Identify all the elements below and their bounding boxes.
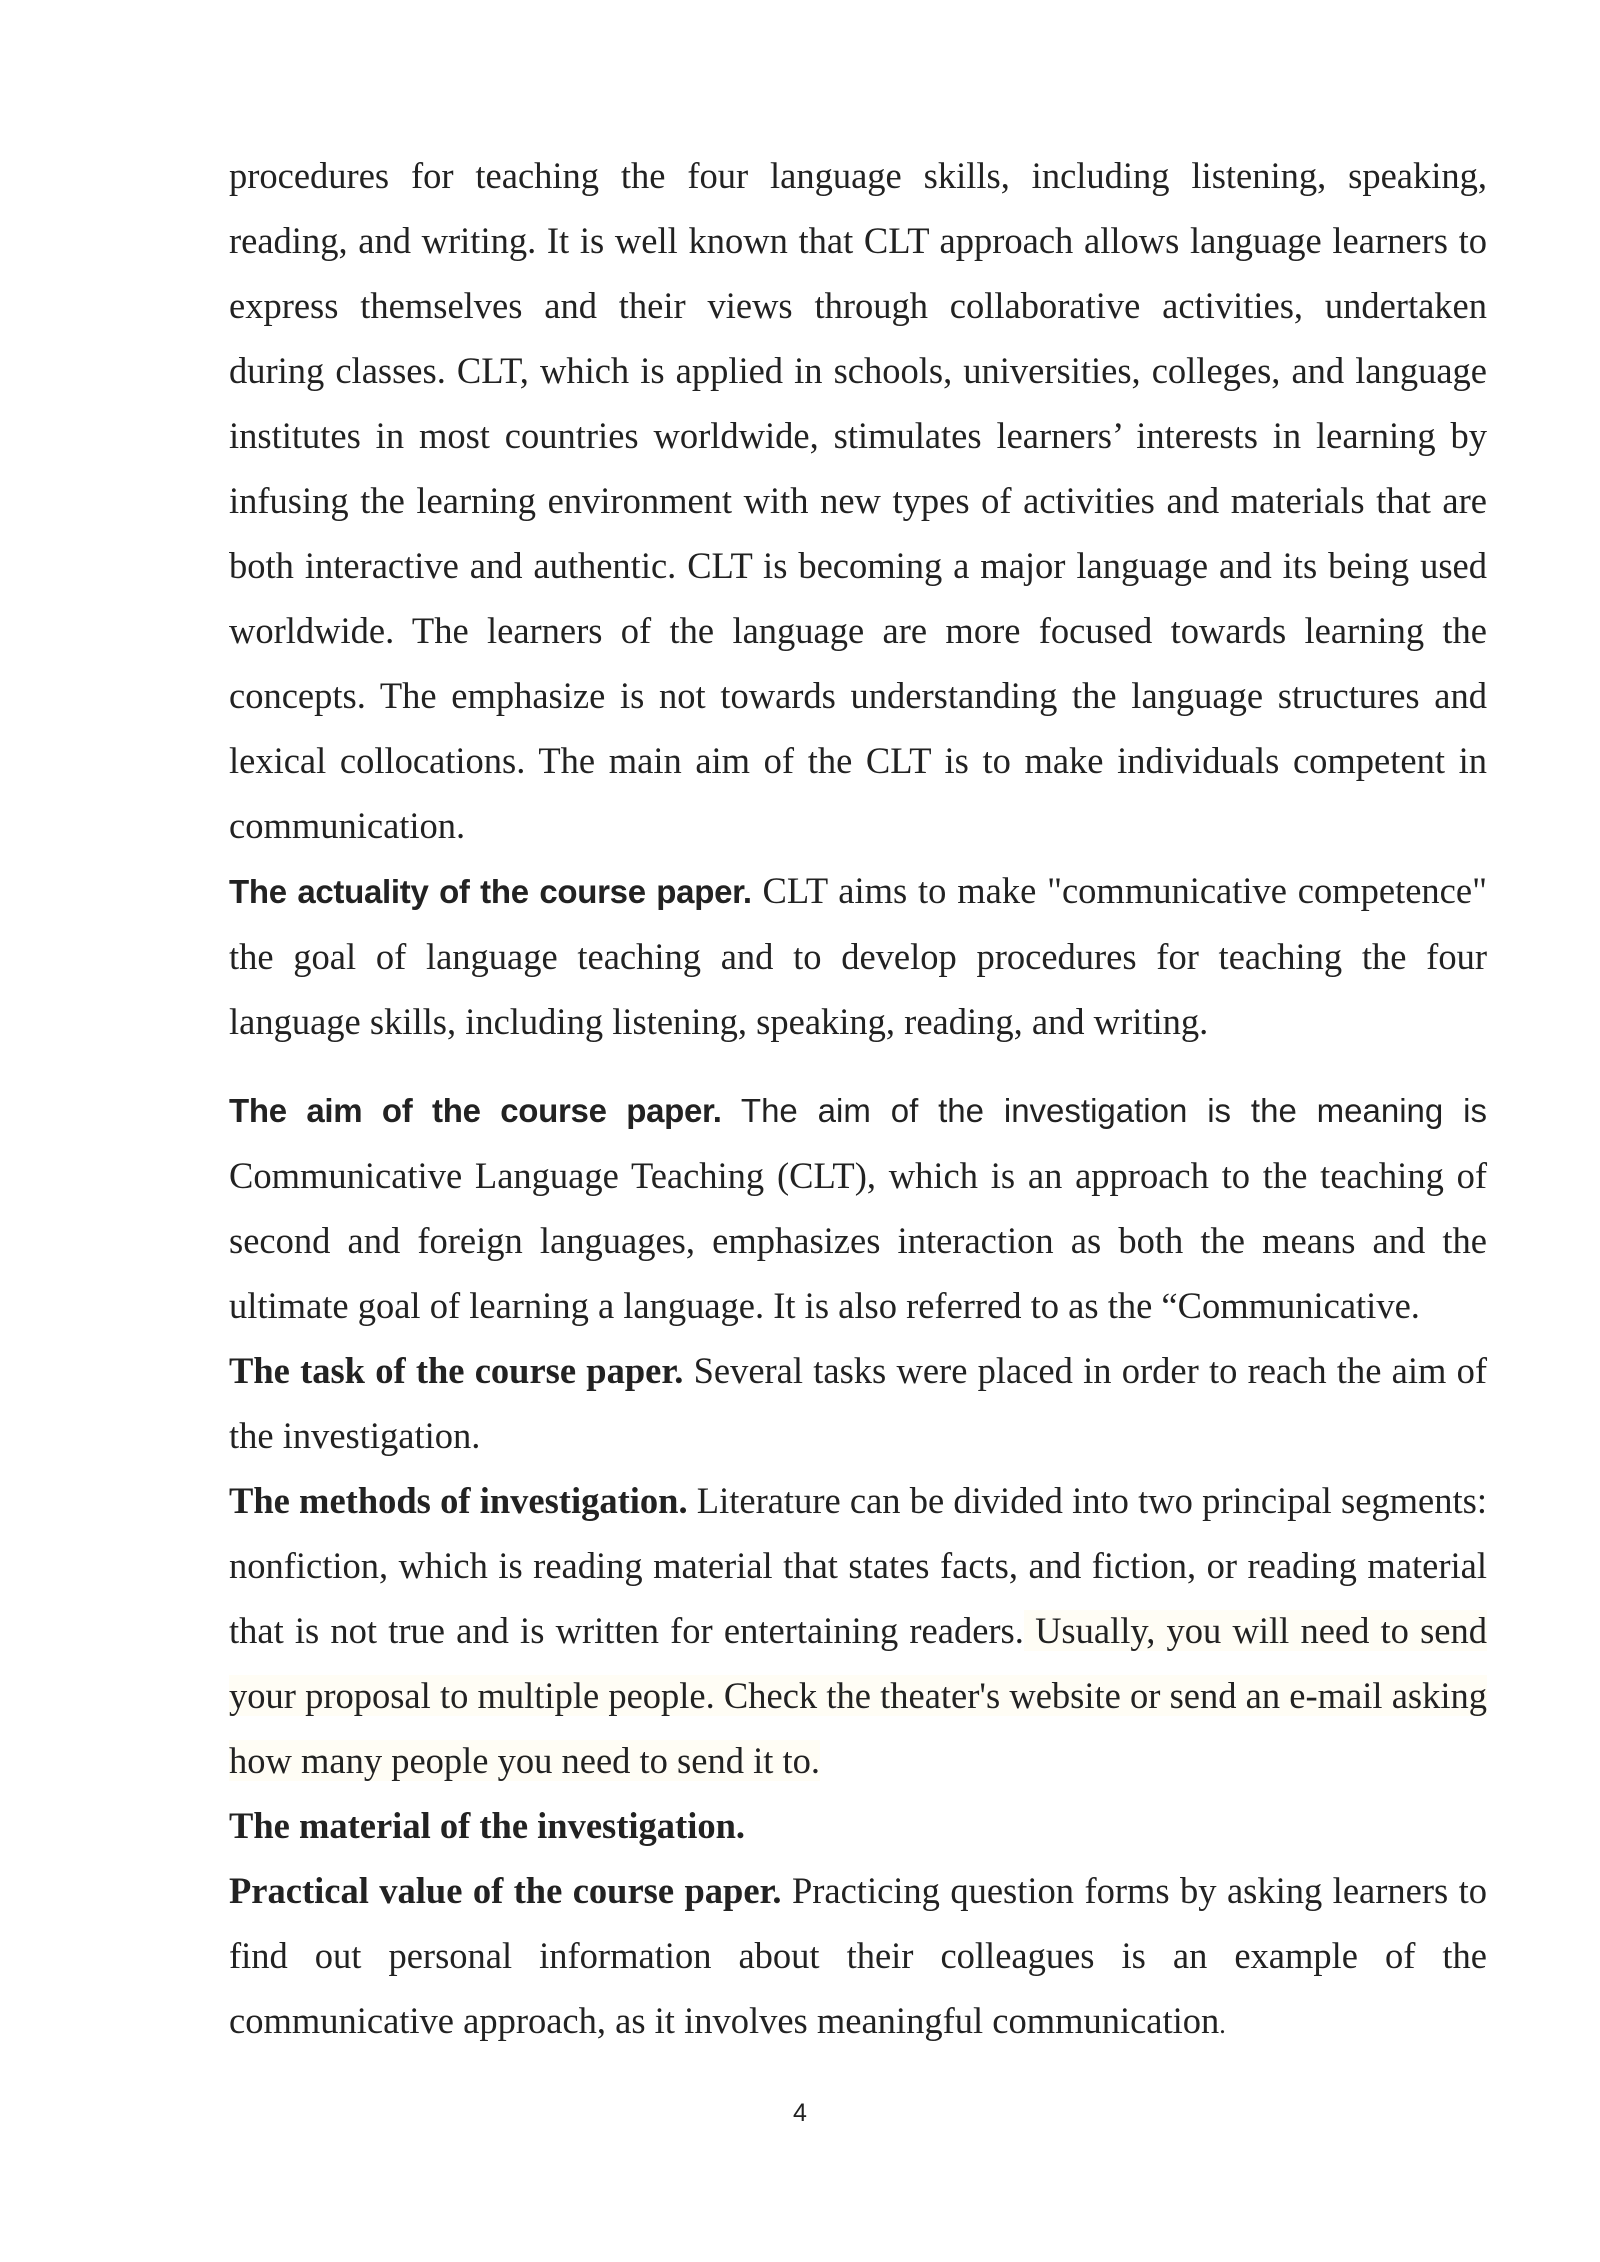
methods-paragraph (229, 1468, 1487, 1793)
methods-text-highlighted: Usually, you will need to send your proposal to multiple people. Check the theater's website or send an e-mail asking how many people you need to send it to. (229, 1610, 1487, 1781)
material-paragraph (229, 1793, 1487, 1858)
practical-end: . (1219, 2010, 1226, 2039)
task-paragraph (229, 1338, 1487, 1468)
actuality-paragraph (229, 858, 1487, 1054)
aim-text-sans: The aim of the investigation is the meaning is (721, 1092, 1487, 1129)
body-text (229, 143, 1487, 2057)
methods-text: Literature can be divided into two principal segments: nonfiction, which is reading material that states facts, and fiction, or reading material that is not true and is written for entertaining readers. (229, 1480, 1487, 1651)
practical-text: Practicing question forms by asking learners to find out personal information about their colleagues is an example of the communicative approach, as it involves meaningful communication (229, 1870, 1487, 2041)
intro-paragraph: procedures for teaching the four language skills, including listening, speaking, reading, and writing. It is well known that CLT approach allows language learners to express themselves and their views through collaborative activities, undertaken during classes. CLT, which is applied in schools, universities, colleges, and language institutes in most countries worldwide, stimulates learners’ interests in learning by infusing the learning environment with new types of activities and materials that are both interactive and authentic. CLT is becoming a major language and its being used worldwide. The learners of the language are more focused towards learning the concepts. The emphasize is not towards understanding the language structures and lexical collocations. The main aim of the CLT is to make individuals competent in communication. (229, 155, 1487, 846)
material-heading: The material of the investigation. (229, 1805, 746, 1846)
actuality-text: CLT aims to make "communicative competence" the goal of language teaching and to develop procedures for teaching the four language skills, including listening, speaking, reading, and writing. (229, 870, 1487, 1042)
task-heading: The task of the course paper. (229, 1350, 684, 1391)
page-number: 4 (793, 2099, 807, 2127)
actuality-heading: The actuality of the course paper. (229, 873, 752, 910)
methods-heading: The methods of investigation. (229, 1480, 688, 1521)
practical-heading: Practical value of the course paper. (229, 1870, 782, 1911)
aim-paragraph (229, 1077, 1487, 1338)
aim-text: Communicative Language Teaching (CLT), which is an approach to the teaching of second and foreign languages, emphasizes interaction as both the means and the ultimate goal of learning a language. It is also referred to as the “Communicative. (229, 1155, 1487, 1326)
practical-paragraph (229, 1858, 1487, 2057)
task-text: Several tasks were placed in order to reach the aim of the investigation. (229, 1350, 1487, 1456)
aim-heading: The aim of the course paper. (229, 1092, 722, 1129)
